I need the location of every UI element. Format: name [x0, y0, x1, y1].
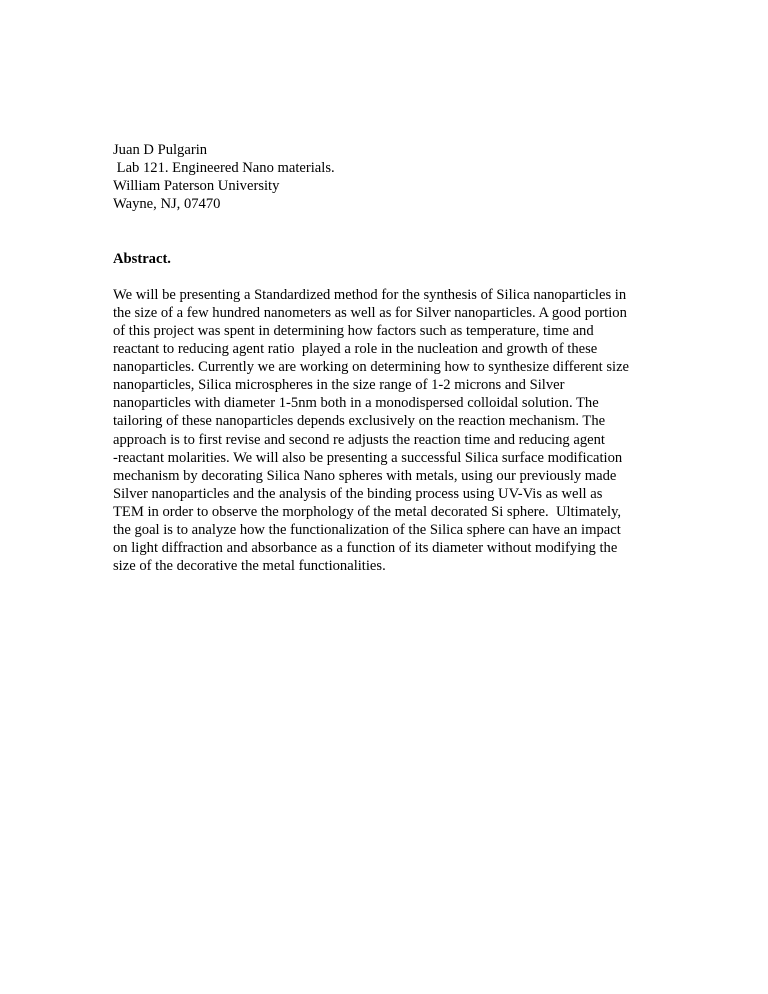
abstract-line: tailoring of these nanoparticles depends exclusively on the reaction mechanism. The: [113, 413, 606, 430]
abstract-paragraph: [113, 286, 673, 576]
abstract-line: the size of a few hundred nanometers as well as for Silver nanoparticles. A good portion: [113, 304, 627, 321]
abstract-line: TEM in order to observe the morphology of the metal decorated Si sphere. Ultimately,: [113, 503, 622, 520]
abstract-line: nanoparticles with diameter 1-5nm both in a monodispersed colloidal solution. The: [113, 395, 599, 412]
abstract-line: nanoparticles. Currently we are working on determining how to synthesize different size: [113, 359, 630, 376]
abstract-line: of this project was spent in determining how factors such as temperature, time and: [113, 322, 594, 339]
abstract-line: the goal is to analyze how the functionalization of the Silica sphere can have an impact: [113, 521, 621, 538]
abstract-line: nanoparticles, Silica microspheres in the size range of 1-2 microns and Silver: [113, 377, 565, 394]
author-name: Juan D Pulgarin: [113, 142, 208, 158]
document-body: [113, 141, 673, 575]
abstract-line: Silver nanoparticles and the analysis of the binding process using UV-Vis as well as: [113, 485, 603, 502]
abstract-line: reactant to reducing agent ratio played a role in the nucleation and growth of these: [113, 341, 598, 358]
lab-name: Lab 121. Engineered Nano materials.: [113, 160, 335, 177]
spacer: [113, 268, 673, 286]
abstract-line: We will be presenting a Standardized method for the synthesis of Silica nanoparticles in: [113, 286, 627, 303]
spacer: [113, 231, 673, 249]
abstract-line: size of the decorative the metal functionalities.: [113, 558, 386, 575]
institution-name: William Paterson University: [113, 178, 280, 195]
abstract-line: on light diffraction and absorbance as a function of its diameter without modifying the: [113, 540, 618, 557]
abstract-line: -reactant molarities. We will also be presenting a successful Silica surface modification: [113, 449, 623, 466]
abstract-heading: Abstract.: [113, 250, 171, 267]
abstract-line: mechanism by decorating Silica Nano spheres with metals, using our previously made: [113, 467, 617, 484]
location-text: Wayne, NJ, 07470: [113, 196, 221, 213]
author-block: [113, 141, 673, 213]
abstract-line: approach is to first revise and second re adjusts the reaction time and reducing agent: [113, 431, 605, 448]
spacer: [113, 213, 673, 231]
